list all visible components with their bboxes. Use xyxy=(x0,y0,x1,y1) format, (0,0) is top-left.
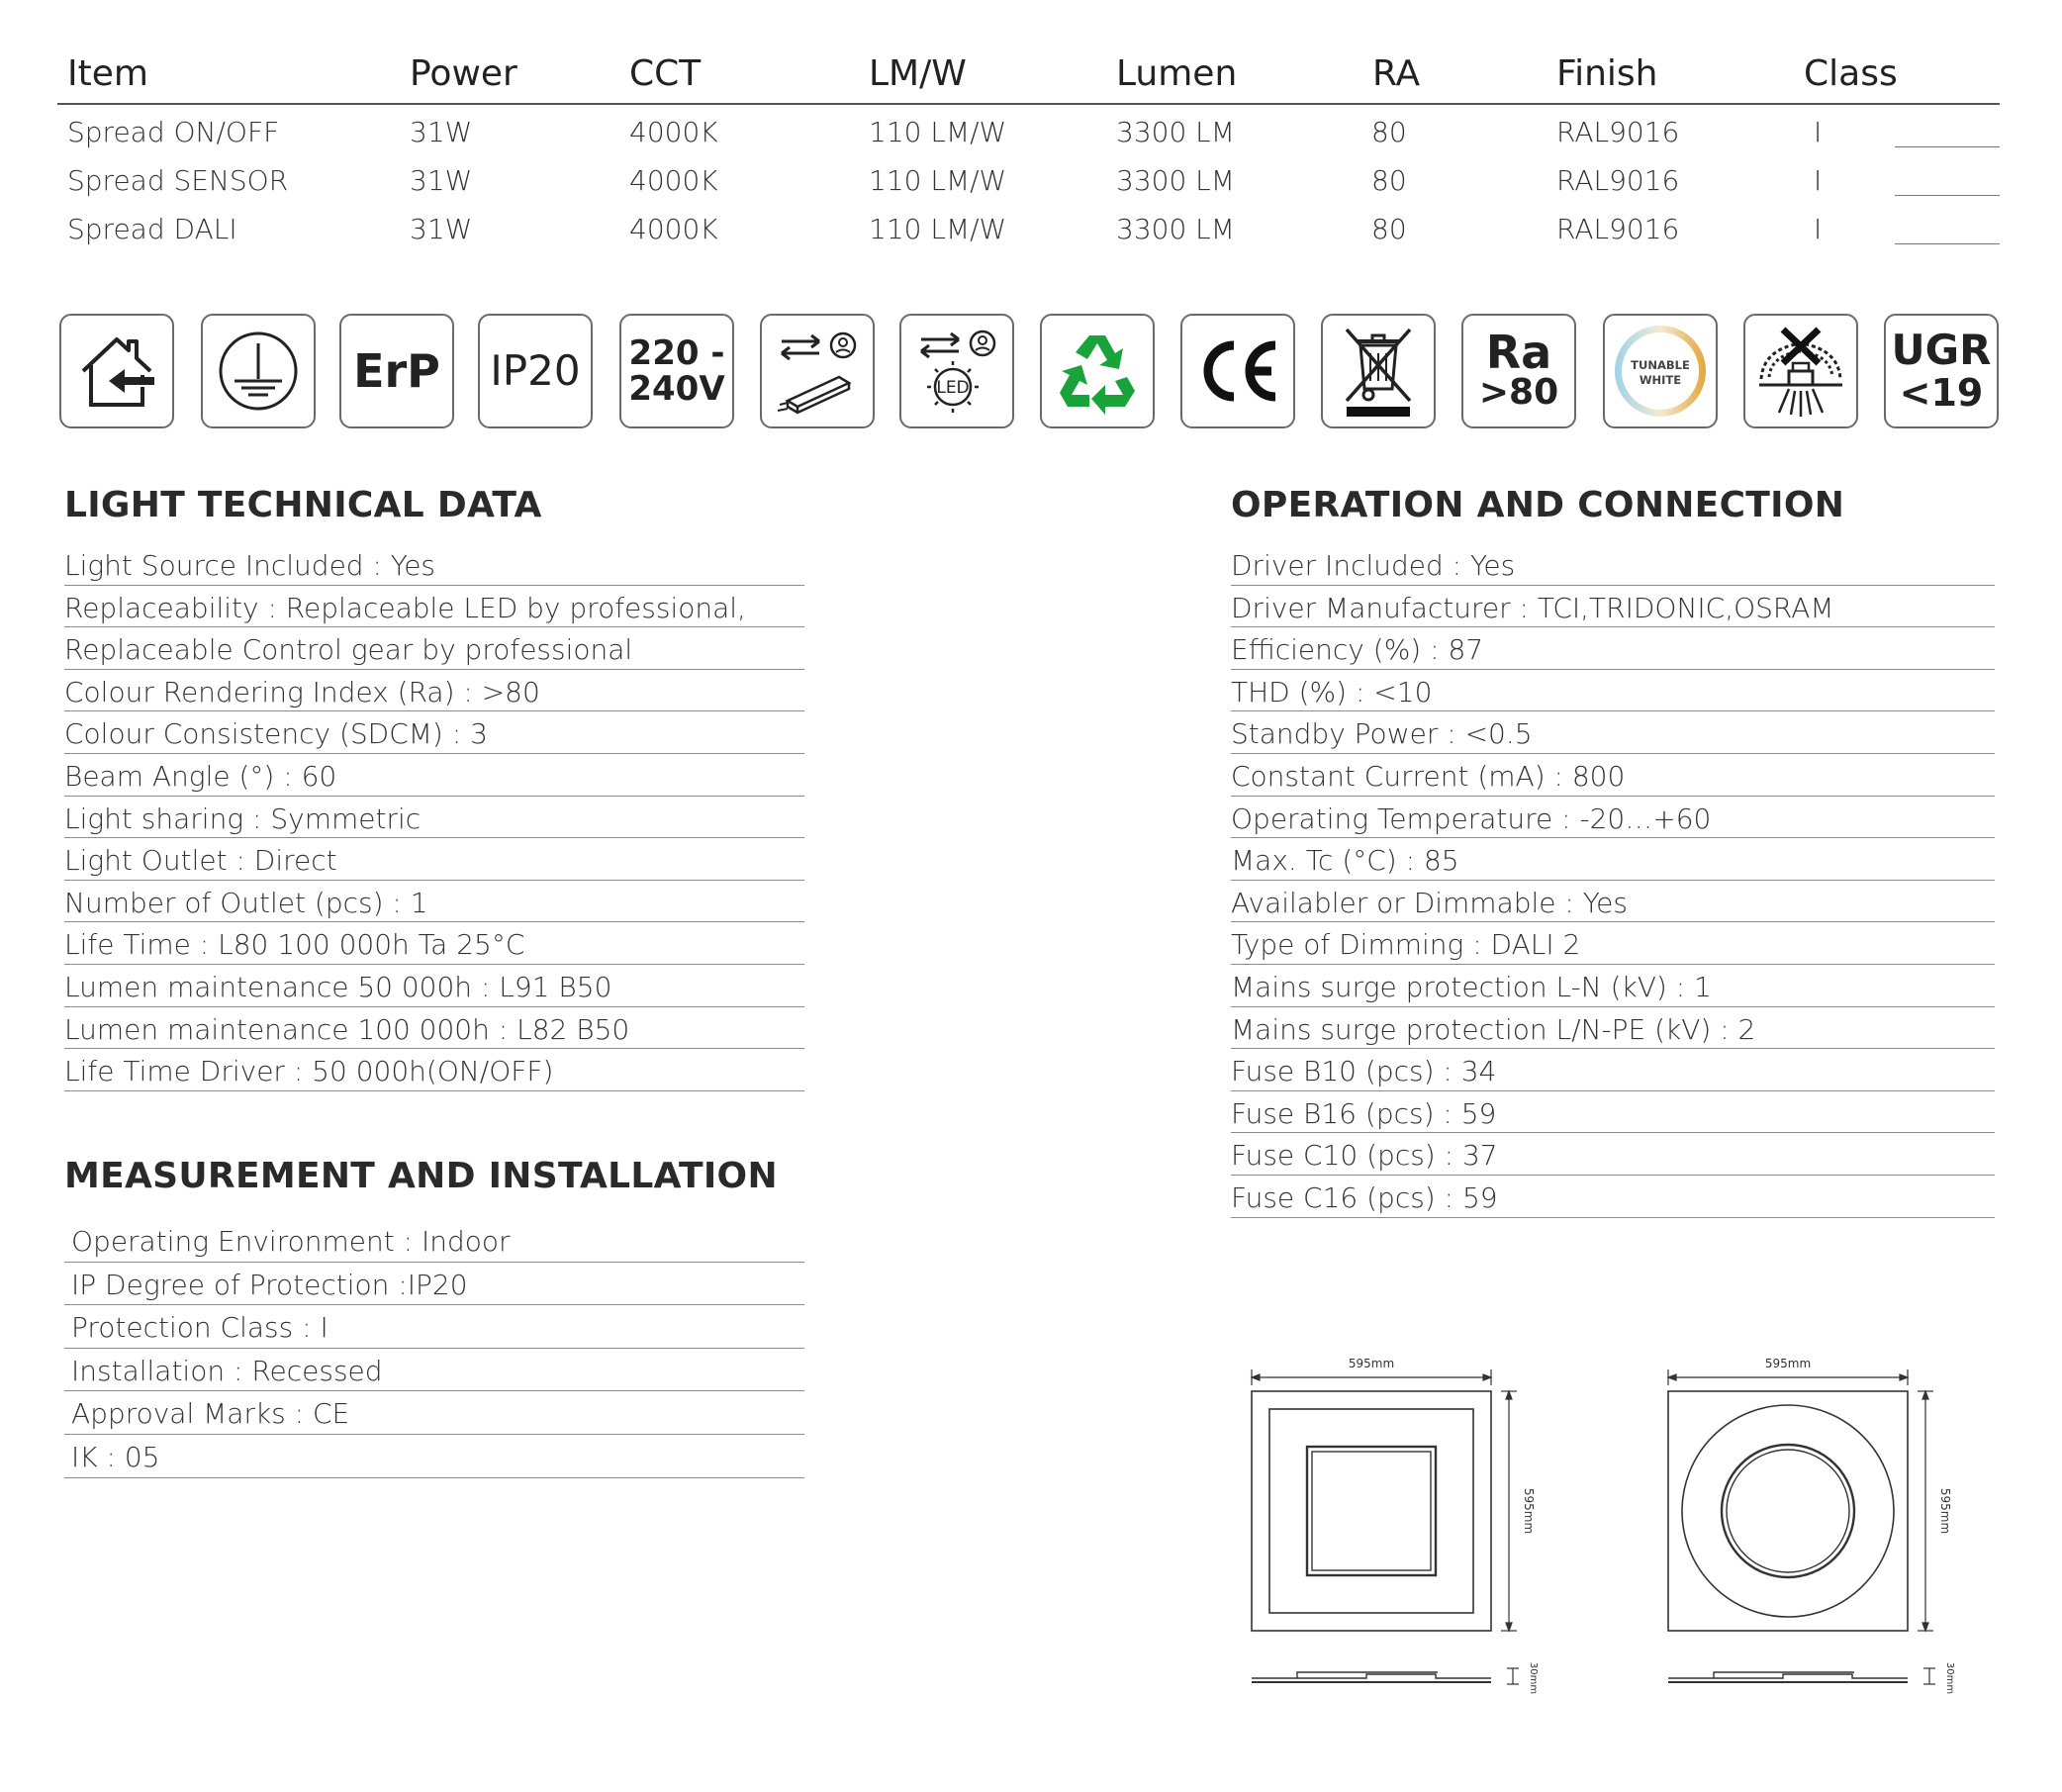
list-item: Mains surge protection L/N-PE (kV) : 2 xyxy=(1231,1007,1995,1050)
weee-bin-icon xyxy=(1321,314,1436,428)
product-table xyxy=(57,44,2000,250)
list-item: Efficiency (%) : 87 xyxy=(1231,627,1995,670)
replaceable-led-icon xyxy=(899,314,1014,428)
certification-icon-strip xyxy=(59,314,2005,430)
blank-underline xyxy=(1895,243,2000,244)
list-item: Protection Class : I xyxy=(64,1305,804,1349)
list-item: Beam Angle (°) : 60 xyxy=(64,754,804,797)
list-item: Light Outlet : Direct xyxy=(64,838,804,881)
ra-value: >80 xyxy=(1478,372,1559,413)
tunable-label-2: WHITE xyxy=(1639,373,1682,387)
square-height-label: 595mm xyxy=(1522,1487,1536,1535)
operation-title: OPERATION AND CONNECTION xyxy=(1231,485,1845,525)
header-finish: Finish xyxy=(1556,53,1658,94)
header-lmw: LM/W xyxy=(869,53,967,94)
list-item: Light Source Included : Yes xyxy=(64,543,804,586)
list-item: Max. Tc (°C) : 85 xyxy=(1231,838,1995,881)
led-label: LED xyxy=(936,378,970,398)
cell-item: Spread DALI xyxy=(67,213,237,245)
measurement-title: MEASUREMENT AND INSTALLATION xyxy=(64,1156,778,1196)
voltage-icon xyxy=(619,314,734,428)
ra-label: Ra xyxy=(1485,326,1552,379)
header-ra: RA xyxy=(1372,53,1421,94)
cell-power: 31W xyxy=(410,116,473,148)
list-item: Lumen maintenance 100 000h : L82 B50 xyxy=(64,1007,804,1050)
cell-lumen: 3300 LM xyxy=(1116,213,1235,245)
cell-lmw: 110 LM/W xyxy=(869,213,1007,245)
cell-finish: RAL9016 xyxy=(1556,164,1680,197)
cell-class: I xyxy=(1814,213,1823,245)
cell-finish: RAL9016 xyxy=(1556,213,1680,245)
list-item: Standby Power : <0.5 xyxy=(1231,711,1995,754)
round-height-label: 595mm xyxy=(1938,1487,1952,1535)
list-item: Life Time Driver : 50 000h(ON/OFF) xyxy=(64,1049,804,1091)
table-row xyxy=(57,105,2000,153)
tunable-white-icon xyxy=(1603,314,1718,428)
erp-label: ErP xyxy=(353,344,440,398)
list-item: Approval Marks : CE xyxy=(64,1391,804,1435)
blank-underline xyxy=(1895,195,2000,196)
cell-class: I xyxy=(1814,116,1823,148)
table-row xyxy=(57,202,2000,250)
header-lumen: Lumen xyxy=(1116,53,1238,94)
voltage-line2: 240V xyxy=(628,369,725,409)
ip20-icon xyxy=(478,314,593,428)
ra-icon xyxy=(1461,314,1576,428)
cell-power: 31W xyxy=(410,213,473,245)
tunable-label-1: TUNABLE xyxy=(1631,358,1690,372)
cell-lumen: 3300 LM xyxy=(1116,164,1235,197)
list-item: Replaceability : Replaceable LED by professional, xyxy=(64,586,804,628)
list-item: Type of Dimming : DALI 2 xyxy=(1231,922,1995,965)
cell-class: I xyxy=(1814,164,1823,197)
indoor-use-icon xyxy=(59,314,174,428)
light-technical-title: LIGHT TECHNICAL DATA xyxy=(64,485,542,525)
list-item: IP Degree of Protection :IP20 xyxy=(64,1263,804,1306)
header-cct: CCT xyxy=(629,53,702,94)
earth-ground-icon xyxy=(201,314,316,428)
list-item: Fuse B10 (pcs) : 34 xyxy=(1231,1049,1995,1091)
ugr-value: <19 xyxy=(1899,371,1984,415)
list-item: IK : 05 xyxy=(64,1435,804,1478)
cell-lmw: 110 LM/W xyxy=(869,116,1007,148)
list-item: Fuse C10 (pcs) : 37 xyxy=(1231,1133,1995,1176)
list-item: Light sharing : Symmetric xyxy=(64,797,804,839)
no-insulation-cover-icon xyxy=(1743,314,1858,428)
cell-finish: RAL9016 xyxy=(1556,116,1680,148)
list-item: Driver Manufacturer : TCI,TRIDONIC,OSRAM xyxy=(1231,586,1995,628)
list-item: Operating Environment : Indoor xyxy=(64,1219,804,1263)
cell-ra: 80 xyxy=(1371,164,1407,197)
round-depth-label: 30mm xyxy=(1944,1661,1955,1695)
list-item: Fuse B16 (pcs) : 59 xyxy=(1231,1091,1995,1134)
operation-list xyxy=(1231,543,1995,1218)
cell-item: Spread ON/OFF xyxy=(67,116,280,148)
cell-item: Spread SENSOR xyxy=(67,164,289,197)
list-item: Replaceable Control gear by professional xyxy=(64,627,804,670)
ce-mark-icon xyxy=(1180,314,1295,428)
cell-cct: 4000K xyxy=(629,213,718,245)
list-item: Installation : Recessed xyxy=(64,1349,804,1392)
header-item: Item xyxy=(67,53,148,94)
header-class: Class xyxy=(1804,53,1898,94)
list-item: Operating Temperature : -20…+60 xyxy=(1231,797,1995,839)
square-panel-drawing xyxy=(1242,1346,1558,1702)
product-table-header xyxy=(57,44,2000,105)
ugr-label: UGR xyxy=(1891,326,1992,374)
list-item: Colour Consistency (SDCM) : 3 xyxy=(64,711,804,754)
round-width-label: 595mm xyxy=(1764,1357,1812,1370)
cell-cct: 4000K xyxy=(629,116,718,148)
list-item: Lumen maintenance 50 000h : L91 B50 xyxy=(64,965,804,1007)
blank-underline xyxy=(1895,146,2000,147)
list-item: Availabler or Dimmable : Yes xyxy=(1231,881,1995,923)
cell-ra: 80 xyxy=(1371,213,1407,245)
cell-ra: 80 xyxy=(1371,116,1407,148)
list-item: Mains surge protection L-N (kV) : 1 xyxy=(1231,965,1995,1007)
voltage-line1: 220 - xyxy=(628,333,725,373)
replaceable-driver-icon xyxy=(760,314,875,428)
cell-cct: 4000K xyxy=(629,164,718,197)
list-item: Driver Included : Yes xyxy=(1231,543,1995,586)
list-item: Number of Outlet (pcs) : 1 xyxy=(64,881,804,923)
list-item: Constant Current (mA) : 800 xyxy=(1231,754,1995,797)
erp-icon xyxy=(339,314,454,428)
header-power: Power xyxy=(410,53,517,94)
table-row xyxy=(57,153,2000,202)
list-item: Colour Rendering Index (Ra) : >80 xyxy=(64,670,804,712)
list-item: THD (%) : <10 xyxy=(1231,670,1995,712)
light-technical-list xyxy=(64,543,804,1091)
round-panel-drawing xyxy=(1658,1346,1975,1702)
cell-lmw: 110 LM/W xyxy=(869,164,1007,197)
ip20-label: IP20 xyxy=(490,346,581,395)
cell-lumen: 3300 LM xyxy=(1116,116,1235,148)
list-item: Life Time : L80 100 000h Ta 25°C xyxy=(64,922,804,965)
list-item: Fuse C16 (pcs) : 59 xyxy=(1231,1176,1995,1218)
square-width-label: 595mm xyxy=(1348,1357,1395,1370)
cell-power: 31W xyxy=(410,164,473,197)
ce-mark-graphic xyxy=(1190,324,1285,419)
ugr-icon xyxy=(1884,314,1999,428)
square-depth-label: 30mm xyxy=(1528,1661,1539,1695)
measurement-list xyxy=(64,1219,804,1478)
recycle-icon xyxy=(1040,314,1155,428)
